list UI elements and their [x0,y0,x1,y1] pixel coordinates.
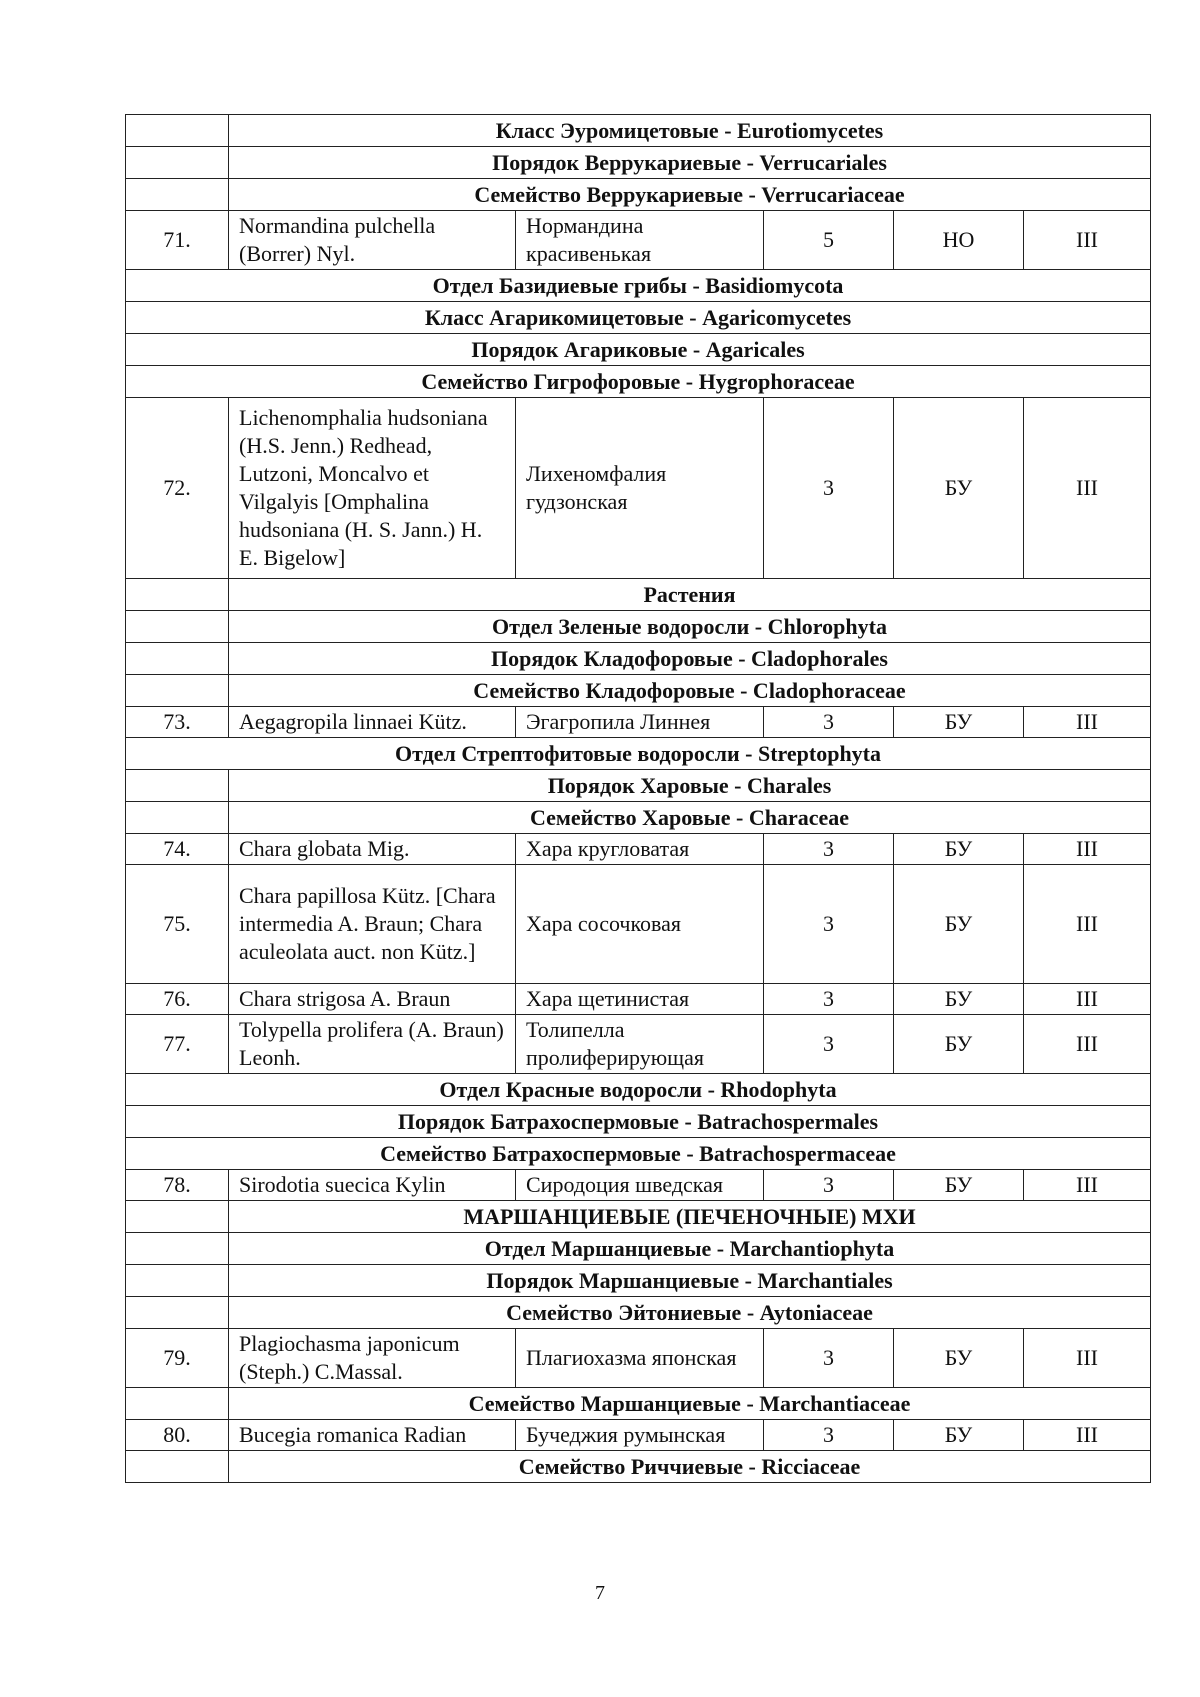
species-group: III [1024,1329,1151,1388]
taxon-header: Порядок Харовые - Charales [229,770,1151,802]
species-category: 3 [764,1329,894,1388]
taxon-header-row [126,1233,1151,1265]
taxon-header-row [126,611,1151,643]
page-number: 7 [595,1582,605,1604]
taxon-header-row [126,366,1151,398]
taxon-header: Семейство Батрахоспермовые - Batrachospermaceae [126,1138,1151,1170]
species-row [126,707,1151,738]
species-latin-name: Plagiochasma japonicum (Steph.) C.Massal. [229,1329,516,1388]
header-empty-number-cell [126,643,229,675]
species-number: 73. [126,707,229,738]
header-empty-number-cell [126,802,229,834]
taxon-header-row [126,1138,1151,1170]
species-status: БУ [894,1170,1024,1201]
taxon-header: Семейство Эйтониевые - Aytoniaceae [229,1297,1151,1329]
species-number: 74. [126,834,229,865]
species-group: III [1024,865,1151,984]
taxon-header-row [126,675,1151,707]
header-empty-number-cell [126,1233,229,1265]
taxon-header-row [126,770,1151,802]
species-row [126,1015,1151,1074]
taxon-header: Порядок Батрахоспермовые - Batrachospermales [126,1106,1151,1138]
taxon-header: Отдел Зеленые водоросли - Chlorophyta [229,611,1151,643]
species-status: НО [894,211,1024,270]
species-category: 3 [764,1170,894,1201]
species-status: БУ [894,984,1024,1015]
species-category: 3 [764,865,894,984]
species-group: III [1024,398,1151,579]
species-status: БУ [894,398,1024,579]
taxon-header: Семейство Гигрофоровые - Hygrophoraceae [126,366,1151,398]
taxon-header-row [126,334,1151,366]
header-empty-number-cell [126,147,229,179]
taxon-header: Отдел Базидиевые грибы - Basidiomycota [126,270,1151,302]
species-russian-name: Хара сосочковая [516,865,764,984]
species-latin-name: Tolypella prolifera (A. Braun) Leonh. [229,1015,516,1074]
header-empty-number-cell [126,1451,229,1483]
species-number: 77. [126,1015,229,1074]
species-russian-name: Эгагропила Линнея [516,707,764,738]
species-status: БУ [894,834,1024,865]
header-empty-number-cell [126,675,229,707]
species-latin-name: Normandina pulchella (Borrer) Nyl. [229,211,516,270]
species-russian-name: Сиродоция шведская [516,1170,764,1201]
species-group: III [1024,1420,1151,1451]
species-latin-name: Chara globata Mig. [229,834,516,865]
species-row [126,834,1151,865]
species-category: 3 [764,834,894,865]
species-russian-name: Бучеджия румынская [516,1420,764,1451]
species-status: БУ [894,1420,1024,1451]
taxon-header-row [126,147,1151,179]
taxon-header-row [126,1265,1151,1297]
species-group: III [1024,1015,1151,1074]
species-russian-name: Хара щетинистая [516,984,764,1015]
species-category: 3 [764,984,894,1015]
taxon-header: Растения [229,579,1151,611]
species-russian-name: Нормандина красивенькая [516,211,764,270]
taxon-header: Порядок Веррукариевые - Verrucariales [229,147,1151,179]
header-empty-number-cell [126,115,229,147]
taxon-header: Семейство Риччиевые - Ricciaceae [229,1451,1151,1483]
species-category: 3 [764,1420,894,1451]
species-table-body [126,115,1151,1483]
species-status: БУ [894,1329,1024,1388]
taxon-header: Класс Эуромицетовые - Eurotiomycetes [229,115,1151,147]
species-group: III [1024,834,1151,865]
species-number: 72. [126,398,229,579]
taxon-header-row [126,802,1151,834]
species-category: 5 [764,211,894,270]
taxon-header-row [126,1074,1151,1106]
taxon-header-row [126,115,1151,147]
taxon-header: Семейство Кладофоровые - Cladophoraceae [229,675,1151,707]
taxon-header-row [126,643,1151,675]
header-empty-number-cell [126,1201,229,1233]
header-empty-number-cell [126,611,229,643]
species-category: 3 [764,1015,894,1074]
species-row [126,1170,1151,1201]
taxon-header: Порядок Агариковые - Agaricales [126,334,1151,366]
species-status: БУ [894,707,1024,738]
species-row [126,984,1151,1015]
header-empty-number-cell [126,770,229,802]
species-row [126,398,1151,579]
taxon-header-row [126,1388,1151,1420]
species-latin-name: Aegagropila linnaei Kütz. [229,707,516,738]
taxon-header: Класс Агарикомицетовые - Agaricomycetes [126,302,1151,334]
species-table [125,114,1151,1483]
taxon-header: Отдел Стрептофитовые водоросли - Streptophyta [126,738,1151,770]
taxon-header: Порядок Кладофоровые - Cladophorales [229,643,1151,675]
species-status: БУ [894,865,1024,984]
taxon-header-row [126,302,1151,334]
species-group: III [1024,1170,1151,1201]
header-empty-number-cell [126,579,229,611]
species-latin-name: Sirodotia suecica Kylin [229,1170,516,1201]
taxon-header: МАРШАНЦИЕВЫЕ (ПЕЧЕНОЧНЫЕ) МХИ [229,1201,1151,1233]
species-number: 75. [126,865,229,984]
taxon-header-row [126,1201,1151,1233]
species-group: III [1024,211,1151,270]
header-empty-number-cell [126,1265,229,1297]
taxon-header-row [126,738,1151,770]
species-number: 80. [126,1420,229,1451]
taxon-header-row [126,270,1151,302]
species-category: 3 [764,398,894,579]
taxon-header-row [126,1106,1151,1138]
header-empty-number-cell [126,179,229,211]
species-russian-name: Хара кругловатая [516,834,764,865]
species-number: 76. [126,984,229,1015]
species-row [126,1329,1151,1388]
species-row [126,1420,1151,1451]
taxon-header-row [126,1297,1151,1329]
taxon-header: Семейство Веррукариевые - Verrucariaceae [229,179,1151,211]
species-status: БУ [894,1015,1024,1074]
species-number: 79. [126,1329,229,1388]
taxon-header-row [126,1451,1151,1483]
species-number: 78. [126,1170,229,1201]
taxon-header-row [126,579,1151,611]
taxon-header: Отдел Красные водоросли - Rhodophyta [126,1074,1151,1106]
taxon-header: Порядок Маршанциевые - Marchantiales [229,1265,1151,1297]
species-latin-name: Chara papillosa Kütz. [Chara intermedia A. Braun; Chara aculeolata auct. non Kütz.] [229,865,516,984]
species-group: III [1024,707,1151,738]
taxon-header: Семейство Харовые - Characeae [229,802,1151,834]
header-empty-number-cell [126,1297,229,1329]
species-category: 3 [764,707,894,738]
header-empty-number-cell [126,1388,229,1420]
taxon-header-row [126,179,1151,211]
species-russian-name: Лихеномфалия гудзонская [516,398,764,579]
species-latin-name: Chara strigosa A. Braun [229,984,516,1015]
species-number: 71. [126,211,229,270]
species-latin-name: Bucegia romanica Radian [229,1420,516,1451]
species-russian-name: Плагиохазма японская [516,1329,764,1388]
taxon-header: Отдел Маршанциевые - Marchantiophyta [229,1233,1151,1265]
species-row [126,211,1151,270]
species-latin-name: Lichenomphalia hudsoniana (H.S. Jenn.) Redhead, Lutzoni, Moncalvo et Vilgalyis [Omphalina hudsoniana (H. S. Jann.) H. E. Bigelow] [229,398,516,579]
species-group: III [1024,984,1151,1015]
species-row [126,865,1151,984]
species-russian-name: Толипелла пролиферирующая [516,1015,764,1074]
taxon-header: Семейство Маршанциевые - Marchantiaceae [229,1388,1151,1420]
